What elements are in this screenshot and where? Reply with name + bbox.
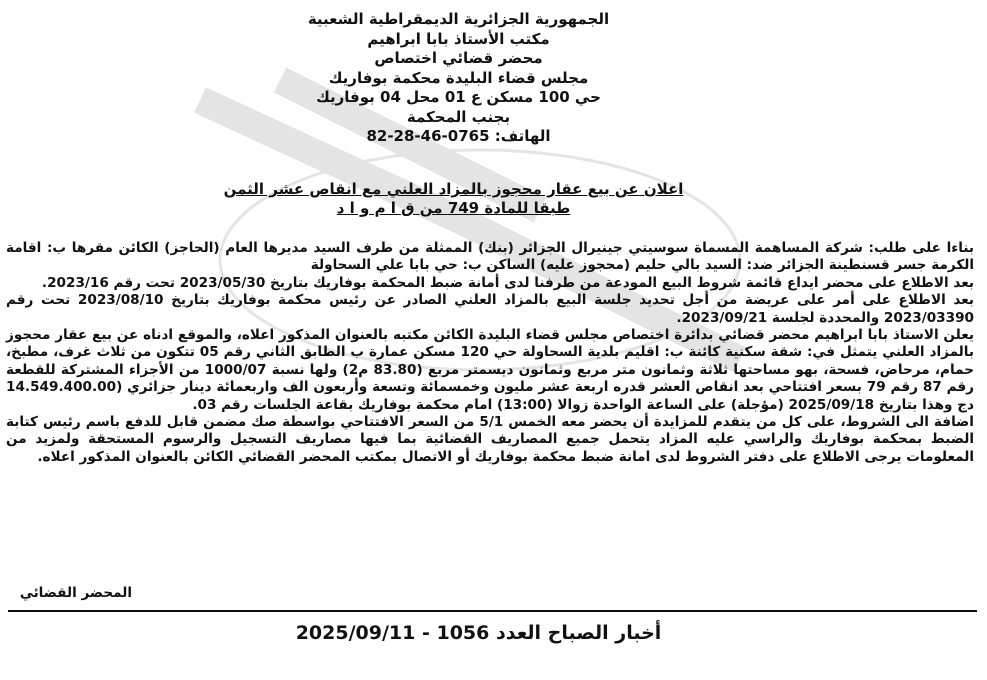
office-location: بجنب المحكمة	[406, 107, 511, 126]
court-name: مجلس قضاء البليدة محكمة بوفاريك	[328, 68, 589, 87]
office-role: محضر قضائي اختصاص	[374, 49, 543, 67]
office-header	[0, 10, 987, 147]
office-phone: الهاتف: 0765-46-28-82	[366, 127, 551, 145]
notice-title	[0, 180, 987, 218]
newspaper-issue: أخبار الصباح العدد 1056 - 2025/09/11	[295, 622, 662, 644]
office-address: حي 100 مسكن ع 01 محل 04 بوفاريك	[316, 88, 601, 106]
republic-name: الجمهورية الجزائرية الديمقراطية الشعبية	[307, 10, 610, 28]
paragraph-request: بناءا على طلب: شركة المساهمة المسماة سوسيتي جينيرال الجزائر (بنك) الممثلة من طرف السيد مديرها العام (الحاجز) الكائن مقرها ب: اقامة الكرمة جسر قسنطينة الجزائر ضد: السيد بالي حليم (محجوز عليه) الساكن ب: حي بابا علي السحاولة	[6, 240, 974, 274]
office-name: مكتب الأستاذ بابا ابراهيم	[367, 29, 550, 48]
paragraph-conditions: اضافة الى الشروط، على كل من يتقدم للمزايدة أن يحضر معه الخمس 5/1 من السعر الافتتاحي بواسطة صك مضمن قابل للدفع باسم رئيس كتابة الضبط بمحكمة بوفاريك والراسي عليه المزاد يتحمل جميع المصاريف القضائية بما فيها مصاريف التسجيل والرسوم المستحقة ولمزيد من المعلومات يرجى الاطلاع على دفتر الشروط لدى امانة ضبط محكمة بوفاريك أو الاتصال بمكتب المحضر القضائي الكائن بالعنوان المذكور اعلاه.	[6, 414, 974, 465]
notice-body	[6, 240, 974, 466]
paragraph-deposit: بعد الاطلاع على محضر ايداع قائمة شروط البيع المودعة من طرفنا لدى أمانة ضبط المحكمة بوفاريك بتاريخ 2023/05/30 تحت رقم 2023/16.	[41, 274, 974, 291]
footer-divider	[8, 610, 977, 612]
notice-title-article: طبقا للمادة 749 من ق ا م و ا د	[336, 199, 571, 217]
paragraph-order: بعد الاطلاع على أمر على عريضة من أجل تحديد جلسة البيع بالمزاد العلني الصادر عن رئيس محكمة بوفاريك بتاريخ 2023/08/10 تحت رقم 2023/03390 والمحددة لجلسة 2023/09/21.	[6, 292, 974, 326]
notice-title-main: اعلان عن بيع عقار محجوز بالمزاد العلني مع انقاص عشر الثمن	[223, 180, 684, 198]
newspaper-footer	[0, 622, 987, 644]
signature: المحضر القضائي	[19, 585, 132, 601]
paragraph-announcement: يعلن الاستاذ بابا ابراهيم محضر قضائي بدائرة اختصاص مجلس قضاء البليدة الكائن مكتبه بالعنوان المذكور اعلاه، والموقع ادناه عن بيع عقار محجوز بالمزاد العلني يتمثل في: شقة سكنية كائنة ب: اقليم بلدية السحاولة حي 120 مسكن عمارة ب الطابق الثاني رقم 05 تتكون من ثلاث غرف، مطبخ، حمام، مرحاض، فسحة، بهو مساحتها ثلاثة وثمانون متر مربع وثمانون ديسمتر مربع (83.80 م2) ولها نسبة 1000/07 من الأجزاء المشتركة للقطعة رقم 87 رقم 79 بسعر افتتاحي بعد انقاص العشر قدره اربعة عشر مليون وخمسمائة وتسعة وأربعون الف واربعمائة دينار جزائري (14.549.400.00 دج وهذا بتاريخ 2025/09/18 (مؤجلة) على الساعة الواحدة زوالا (13:00) امام محكمة بوفاريك بقاعة الجلسات رقم 03.	[6, 327, 975, 413]
